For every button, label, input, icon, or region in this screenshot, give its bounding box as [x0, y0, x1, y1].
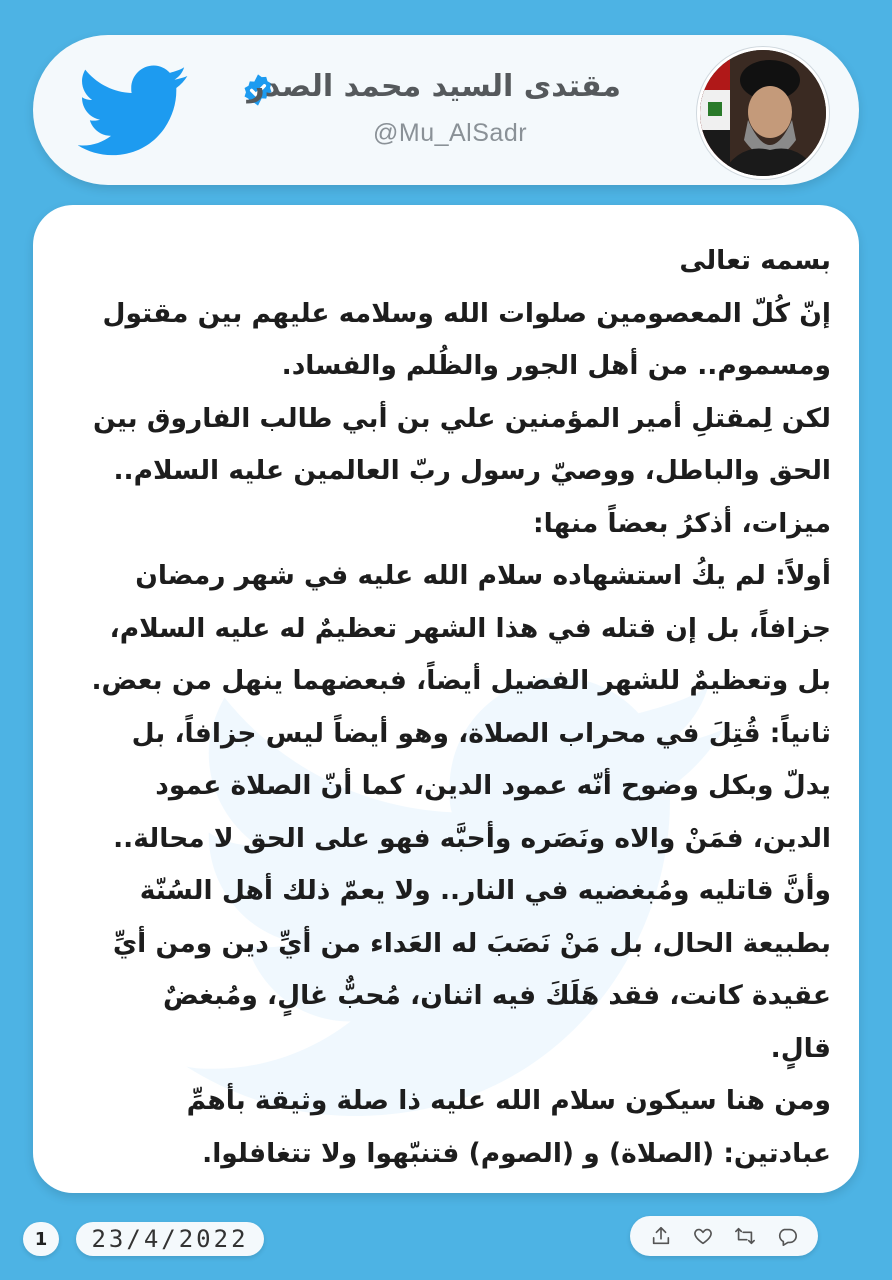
- display-name[interactable]: مقتدى السيد محمد الصدر: [247, 69, 621, 104]
- reply-icon[interactable]: [776, 1225, 798, 1247]
- tweet-actions-bar: [630, 1216, 818, 1256]
- twitter-bird-icon: [78, 65, 190, 157]
- tweet-line: ومن هنا سيكون سلام الله عليه ذا صلة وثيقة بأهمِّ: [186, 1085, 831, 1116]
- tweet-line: ومسموم.. من أهل الجور والظُلم والفساد.: [281, 350, 831, 381]
- page-number: 1: [23, 1222, 59, 1256]
- tweet-line: إنّ كُلّ المعصومين صلوات الله وسلامه عليهم بين مقتول: [102, 297, 831, 329]
- tweet-line: ثانياً: قُتِلَ في محراب الصلاة، وهو أيضاً ليس جزافاً، بل: [131, 717, 831, 749]
- tweet-body: [73, 235, 831, 1180]
- avatar[interactable]: [697, 47, 829, 179]
- tweet-line: بطبيعة الحال، بل مَنْ نَصَبَ له العَداء من أيِّ دين ومن أيِّ: [112, 927, 831, 959]
- avatar-portrait-image: [700, 50, 826, 176]
- profile-header-card: [33, 35, 859, 185]
- tweet-line: قالٍ.: [770, 1032, 831, 1064]
- tweet-title: بسمه تعالى: [679, 245, 831, 276]
- tweet-line: وأنَّ قاتليه ومُبغضيه في النار.. ولا يعمّ ذلك أهل السُنّة: [139, 875, 831, 906]
- tweet-line: لكن لِمقتلِ أمير المؤمنين علي بن أبي طالب الفاروق بين: [93, 402, 831, 434]
- tweet-line: بل وتعظيمٌ للشهر الفضيل أيضاً، فبعضهما ينهل من بعض.: [91, 665, 831, 696]
- tweet-card: [33, 205, 859, 1193]
- tweet-line: أولاً: لم يكُ استشهاده سلام الله عليه في شهر رمضان: [135, 560, 831, 591]
- tweet-line: جزافاً، بل إن قتله في هذا الشهر تعظيمٌ له عليه السلام،: [109, 612, 831, 644]
- tweet-date: 23/4/2022: [76, 1222, 264, 1256]
- tweet-line: الحق والباطل، ووصيّ رسول ربّ العالمين عليه السلام..: [113, 455, 831, 486]
- user-handle[interactable]: @Mu_AlSadr: [373, 119, 528, 147]
- tweet-line: يدلّ وبكل وضوح أنّه عمود الدين، كما أنّ الصلاة عمود: [155, 770, 831, 801]
- tweet-line: الدين، فمَنْ والاه ونَصَره وأحبَّه فهو على الحق لا محالة..: [113, 822, 831, 854]
- retweet-icon[interactable]: [734, 1225, 756, 1247]
- tweet-line: ميزات، أذكرُ بعضاً منها:: [533, 507, 831, 539]
- tweet-line: عبادتين: (الصلاة) و (الصوم) فتنبّهوا ولا تتغافلوا.: [202, 1137, 831, 1169]
- share-icon[interactable]: [650, 1225, 672, 1247]
- tweet-line: عقيدة كانت، فقد هَلَكَ فيه اثنان، مُحبٌّ غالٍ، ومُبغضٌ: [163, 980, 831, 1011]
- like-icon[interactable]: [692, 1225, 714, 1247]
